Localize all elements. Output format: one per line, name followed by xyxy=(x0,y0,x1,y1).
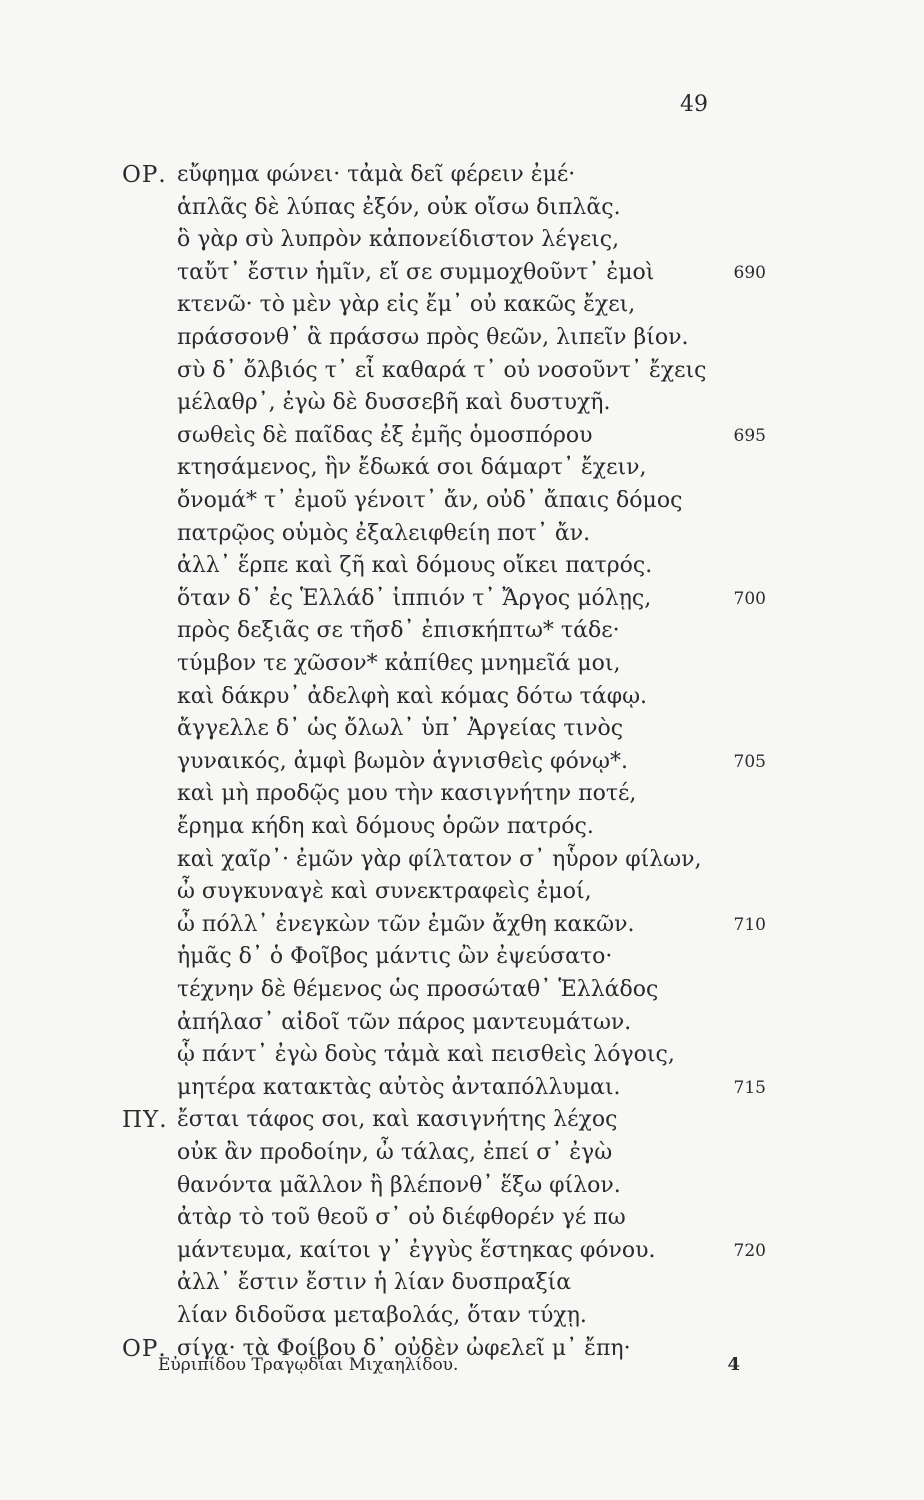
verse-text: ὃ γὰρ σὺ λυπρὸν κἀπονείδιστον λέγεις, xyxy=(177,227,620,252)
verse-text: τύμβον τε χῶσον* κἀπίθες μνημεῖά μοι, xyxy=(177,651,621,676)
verse-text: ὄνομά* τ᾽ ἐμοῦ γένοιτ᾽ ἄν, οὐδ᾽ ἄπαις δόμος xyxy=(177,488,683,513)
verse-line xyxy=(0,777,924,811)
speaker-label: ΟΡ. xyxy=(122,162,167,188)
verse-line xyxy=(0,1071,924,1105)
line-number: 690 xyxy=(733,263,766,283)
verse-line xyxy=(0,647,924,681)
verse-text: κτησάμενος, ἣν ἔδωκά σοι δάμαρτ᾽ ἔχειν, xyxy=(177,455,647,480)
verse-text: ἁπλᾶς δὲ λύπας ἐξόν, οὐκ οἴσω διπλᾶς. xyxy=(177,195,621,220)
verse-text: ἔρημα κήδη καὶ δόμους ὁρῶν πατρός. xyxy=(177,814,594,839)
verse-text: ἡμᾶς δ᾽ ὁ Φοῖβος μάντις ὢν ἐψεύσατο· xyxy=(177,944,613,969)
verse-line xyxy=(0,712,924,746)
page-number: 49 xyxy=(680,92,708,117)
verse-line xyxy=(0,354,924,388)
verse-line xyxy=(0,1136,924,1170)
verse-text: οὐκ ἂν προδοίην, ὦ τάλας, ἐπεί σ᾽ ἐγὼ xyxy=(177,1140,613,1165)
verse-line xyxy=(0,745,924,779)
verse-text: σίγα· τὰ Φοίβου δ᾽ οὐδὲν ὠφελεῖ μ᾽ ἔπη· xyxy=(177,1336,631,1361)
footer-title: Εὐριπίδου Τραγῳδίαι Μιχαηλίδου. xyxy=(158,1355,459,1375)
verse-line xyxy=(0,810,924,844)
verse-line xyxy=(0,614,924,648)
verse-line xyxy=(0,680,924,714)
verse-line xyxy=(0,1038,924,1072)
speaker-label: ΠΥ. xyxy=(122,1107,168,1133)
verse-text: σωθεὶς δὲ παῖδας ἐξ ἐμῆς ὁμοσπόρου xyxy=(177,423,593,448)
verse-text: ᾧ πάντ᾽ ἐγὼ δοὺς τἀμὰ καὶ πεισθεὶς λόγοις, xyxy=(177,1042,675,1067)
verse-line xyxy=(0,517,924,551)
verse-text: κτενῶ· τὸ μὲν γὰρ εἰς ἔμ᾽ οὐ κακῶς ἔχει, xyxy=(177,292,636,317)
verse-text: καὶ δάκρυ᾽ ἀδελφὴ καὶ κόμας δότω τάφῳ. xyxy=(177,684,648,709)
verse-text: πατρῷος οὑμὸς ἐξαλειφθείη ποτ᾽ ἄν. xyxy=(177,521,591,546)
verse-line xyxy=(0,451,924,485)
verse-text: πρὸς δεξιᾶς σε τῆσδ᾽ ἐπισκήπτω* τάδε· xyxy=(177,618,620,643)
verse-line xyxy=(0,223,924,257)
verse-text: ἄγγελλε δ᾽ ὡς ὄλωλ᾽ ὑπ᾽ Ἀργείας τινὸς xyxy=(177,716,624,741)
verse-text: λίαν διδοῦσα μεταβολάς, ὅταν τύχῃ. xyxy=(177,1303,587,1328)
verse-line xyxy=(0,973,924,1007)
verse-text: ταὔτ᾽ ἔστιν ἡμῖν, εἴ σε συμμοχθοῦντ᾽ ἐμοὶ xyxy=(177,260,655,285)
line-number: 715 xyxy=(733,1078,766,1098)
verse-text: μέλαθρ᾽, ἐγὼ δὲ δυσσεβῆ καὶ δυστυχῆ. xyxy=(177,390,611,415)
verse-text: τέχνην δὲ θέμενος ὡς προσώταθ᾽ Ἑλλάδος xyxy=(177,977,659,1002)
verse-text: ἀπήλασ᾽ αἰδοῖ τῶν πάρος μαντευμάτων. xyxy=(177,1010,632,1035)
signature-mark: 4 xyxy=(727,1354,740,1375)
line-number: 695 xyxy=(733,426,766,446)
line-number: 700 xyxy=(733,589,766,609)
verse-line xyxy=(0,386,924,420)
verse-line xyxy=(0,419,924,453)
verse-line xyxy=(0,288,924,322)
verse-text: ἔσται τάφος σοι, καὶ κασιγνήτης λέχος xyxy=(177,1107,618,1132)
speaker-label: ΟΡ. xyxy=(122,1336,167,1362)
verse-line xyxy=(0,843,924,877)
verse-line xyxy=(0,582,924,616)
verse-line xyxy=(0,1234,924,1268)
verse-line xyxy=(0,1169,924,1203)
verse-text: ὦ πόλλ᾽ ἐνεγκὼν τῶν ἐμῶν ἄχθη κακῶν. xyxy=(177,912,635,937)
verse-text: ἀτὰρ τὸ τοῦ θεοῦ σ᾽ οὐ διέφθορέν γέ πω xyxy=(177,1205,626,1230)
verse-text: καὶ μὴ προδῷς μου τὴν κασιγνήτην ποτέ, xyxy=(177,781,637,806)
verse-line xyxy=(0,256,924,290)
verse-line xyxy=(0,1299,924,1333)
verse-line xyxy=(0,1006,924,1040)
verse-line xyxy=(0,158,924,192)
verse-text: θανόντα μᾶλλον ἢ βλέπονθ᾽ ἕξω φίλον. xyxy=(177,1173,621,1198)
verse-text: καὶ χαῖρ᾽· ἐμῶν γὰρ φίλτατον σ᾽ ηὗρον φίλων, xyxy=(177,847,702,872)
verse-text: μητέρα κατακτὰς αὐτὸς ἀνταπόλλυμαι. xyxy=(177,1075,621,1100)
line-number: 705 xyxy=(733,752,766,772)
verse-line xyxy=(0,940,924,974)
verse-line xyxy=(0,1201,924,1235)
verse-line xyxy=(0,191,924,225)
verse-line xyxy=(0,1266,924,1300)
verse-text: μάντευμα, καίτοι γ᾽ ἐγγὺς ἕστηκας φόνου. xyxy=(177,1238,656,1263)
page-footer xyxy=(0,1348,924,1382)
verse-text: ὅταν δ᾽ ἐς Ἑλλάδ᾽ ἱππιόν τ᾽ Ἄργος μόλῃς, xyxy=(177,586,652,611)
verse-line xyxy=(0,321,924,355)
verse-line xyxy=(0,484,924,518)
verse-line xyxy=(0,875,924,909)
verse-line xyxy=(0,908,924,942)
verse-text: ἀλλ᾽ ἕρπε καὶ ζῆ καὶ δόμους οἴκει πατρός. xyxy=(177,553,653,578)
line-number: 720 xyxy=(733,1241,766,1261)
verse-line xyxy=(0,549,924,583)
verse-text: εὔφημα φώνει· τἀμὰ δεῖ φέρειν ἐμέ· xyxy=(177,162,576,187)
verse-text: σὺ δ᾽ ὄλβιός τ᾽ εἶ καθαρά τ᾽ οὐ νοσοῦντ᾽ ἔχεις xyxy=(177,358,707,383)
verse-text: ἀλλ᾽ ἔστιν ἔστιν ἡ λίαν δυσπραξία xyxy=(177,1270,572,1295)
verse-line xyxy=(0,1103,924,1137)
line-number: 710 xyxy=(733,915,766,935)
verse-text: γυναικός, ἀμφὶ βωμὸν ἁγνισθεὶς φόνῳ*. xyxy=(177,749,628,774)
verse-text: πράσσονθ᾽ ἃ πράσσω πρὸς θεῶν, λιπεῖν βίον. xyxy=(177,325,689,350)
verse-text: ὦ συγκυναγὲ καὶ συνεκτραφεὶς ἐμοί, xyxy=(177,879,592,904)
